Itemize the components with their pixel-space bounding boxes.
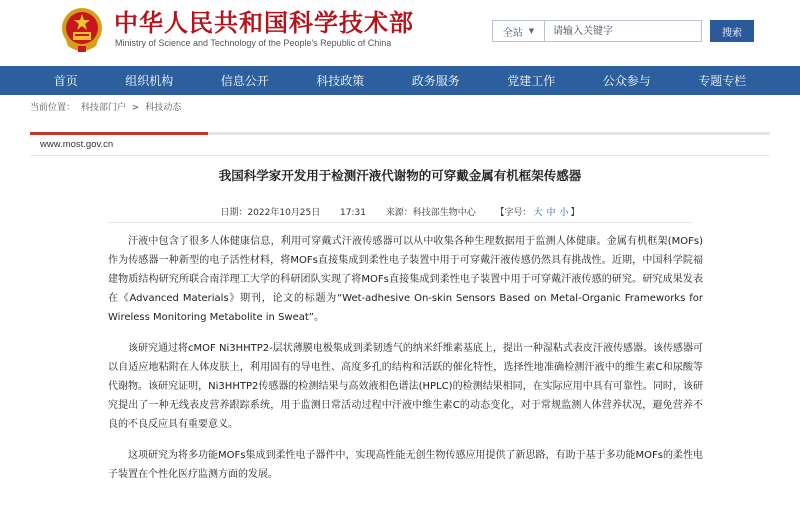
url-divider [30,155,770,156]
source-label: 来源： [385,208,413,218]
search-bar [492,20,754,42]
article-paragraph: 这项研究为将多功能MOFs集成到柔性电子器件中，实现高性能无创生物传感应用提供了新思路，有助于基于多功能MOFs的柔性电子装置在个性化医疗监测方面的发展。 [108,450,703,480]
nav-item-topics[interactable]: 专题专栏 [698,74,747,88]
article-meta [0,205,800,218]
nav-item-organization[interactable]: 组织机构 [125,74,174,88]
search-scope-select[interactable] [492,20,544,42]
nav-item-party[interactable]: 党建工作 [507,74,556,88]
font-size-large[interactable]: 大 [533,208,543,218]
breadcrumb [30,100,184,113]
nav-item-policy[interactable]: 科技政策 [316,74,365,88]
main-nav [0,66,800,95]
search-button[interactable]: 搜索 [710,20,754,42]
breadcrumb-prefix: 当前位置： [30,103,76,113]
content-top-divider [30,132,770,135]
breadcrumb-item-news[interactable]: 科技动态 [145,103,182,113]
font-size-control [495,208,579,218]
national-emblem-icon[interactable] [60,6,104,54]
chevron-down-icon: ▼ [528,27,535,35]
article-source: 科技部生物中心 [412,208,476,218]
site-subtitle: Ministry of Science and Technology of the People's Republic of China [115,38,392,48]
source-url: www.most.gov.cn [40,139,114,150]
nav-item-home[interactable]: 首页 [53,74,78,88]
font-size-end: 】 [570,208,580,218]
search-scope-label: 全站 [502,27,523,39]
article-body [108,232,703,496]
site-header [0,0,800,66]
search-input[interactable] [544,20,702,42]
nav-item-info-disclosure[interactable]: 信息公开 [220,74,269,88]
divider-accent [30,132,208,135]
font-size-small[interactable]: 小 [559,208,569,218]
article-time: 17:31 [340,208,366,218]
article-title: 我国科学家开发用于检测汗液代谢物的可穿戴金属有机框架传感器 [218,168,582,183]
article-paragraph: 该研究通过将cMOF Ni3HHTP2-层状薄膜电极集成到柔韧透气的纳米纤维素基底上，提出一种湿粘式表皮汗液传感器。该传感器可以自适应地粘附在人体皮肤上，利用固有的导电性、高度多孔的结构和活跃的催化特性，选择性地准确检测汗液中的维生素C和尿酸等代谢物。该研究证明，Ni3HHTP2传感器的检测结果与高效液相色谱法(HPLC)的检测结果相同，在实际应用中具有可靠性。同时，该研究提出了一种无线表皮营养跟踪系统，用于监测日常活动过程中汗液中维生素C的动态变化，对于常规监测人体营养状况，避免营养不良的不良反应具有重要意义。 [108,343,703,430]
breadcrumb-separator: > [131,103,140,113]
article-paragraph: 汗液中包含了很多人体健康信息，利用可穿戴式汗液传感器可以从中收集各种生理数据用于监测人体健康。金属有机框架(MOFs)作为传感器一种新型的电子活性材料，将MOFs直接集成到柔性电子装置中用于可穿戴汗液传感仍然具有挑战性。近期，中国科学院福建物质结构研究所联合南洋理工大学的科研团队实现了将MOFs直接集成到柔性电子装置中用于可穿戴汗液传感的研究。研究成果发表在《Advanced Materials》期刊，论文的标题为“Wet-adhesive On-skin Sensors Based on Metal-Organic Frameworks for Wireless Monitoring Metabolite in Sweat”。 [108,236,703,323]
site-title[interactable]: 中华人民共和国科学技术部 [114,9,414,37]
breadcrumb-item-portal[interactable]: 科技部门户 [80,103,126,113]
nav-item-services[interactable]: 政务服务 [411,74,460,88]
nav-item-participation[interactable]: 公众参与 [602,74,651,88]
date-label: 日期： [220,208,248,218]
meta-divider [108,222,692,223]
font-size-label: 【字号： [495,208,532,218]
font-size-medium[interactable]: 中 [546,208,556,218]
article-date: 2022年10月25日 [247,208,321,218]
